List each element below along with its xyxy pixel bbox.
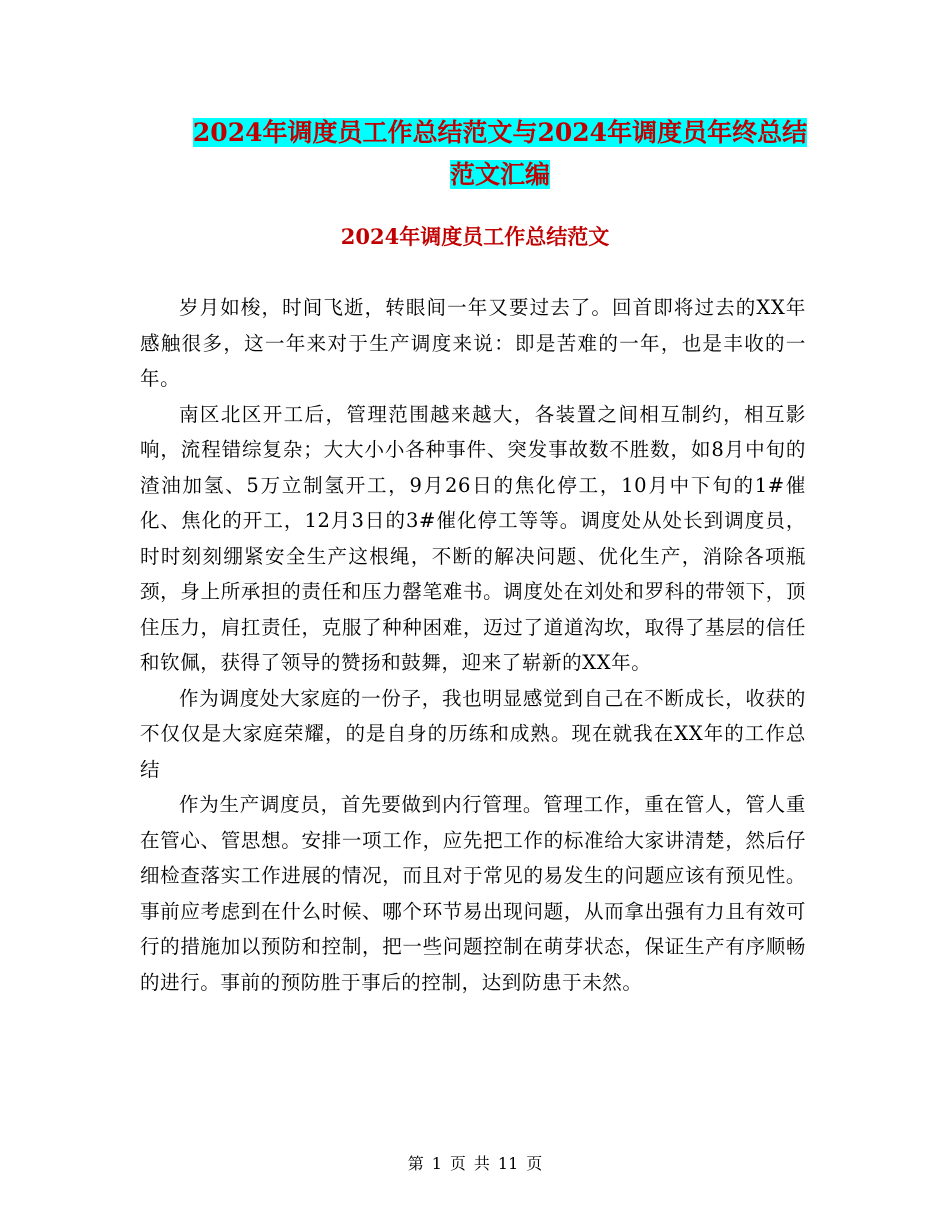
footer-page-mid: 页: [449, 1154, 466, 1173]
footer-page-suffix: 页: [526, 1154, 543, 1173]
section-title: 2024年调度员工作总结范文: [340, 224, 610, 249]
footer-total-label: 共: [473, 1154, 490, 1173]
document-title-line-2: 范文汇编: [449, 160, 550, 189]
document-title: [150, 112, 850, 196]
footer-page-number: 1: [431, 1154, 442, 1173]
paragraph: 作为调度处大家庭的一份子，我也明显感觉到自己在不断成长，收获的不仅仅是大家庭荣耀，的是自身的历练和成熟。现在就我在XX年的工作总结: [140, 686, 806, 781]
document-body: [140, 290, 806, 1000]
footer-page-prefix: 第: [407, 1154, 424, 1173]
paragraph: 作为生产调度员，首先要做到内行管理。管理工作，重在管人，管人重在管心、管思想。安排一项工作，应先把工作的标准给大家讲清楚，然后仔细检查落实工作进展的情况，而且对于常见的易发生的问题应该有预见性。事前应考虑到在什么时候、哪个环节易出现问题，从而拿出强有力且有效可行的措施加以预防和控制，把一些问题控制在萌芽状态，保证生产有序顺畅的进行。事前的预防胜于事后的控制，达到防患于未然。: [140, 793, 806, 994]
paragraph: 岁月如梭，时间飞逝，转眼间一年又要过去了。回首即将过去的XX年感触很多，这一年来对于生产调度来说：即是苦难的一年，也是丰收的一年。: [140, 296, 806, 390]
document-title-line-1: 2024年调度员工作总结范文与2024年调度员年终总结: [192, 118, 808, 147]
page-footer: [0, 1152, 950, 1176]
paragraph: 南区北区开工后，管理范围越来越大，各装置之间相互制约，相互影响，流程错综复杂；大大小小各种事件、突发事故数不胜数，如8月中旬的渣油加氢、5万立制氢开工，9月26日的焦化停工，10月中下旬的1#催化、焦化的开工，12月3日的3#催化停工等等。调度处从处长到调度员，时时刻刻绷紧安全生产这根绳，不断的解决问题、优化生产，消除各项瓶颈，身上所承担的责任和压力罄笔难书。调度处在刘处和罗科的带领下，顶住压力，肩扛责任，克服了种种困难，迈过了道道沟坎，取得了基层的信任和钦佩，获得了领导的赞扬和鼓舞，迎来了崭新的XX年。: [140, 402, 806, 674]
footer-total-pages: 11: [497, 1154, 519, 1173]
